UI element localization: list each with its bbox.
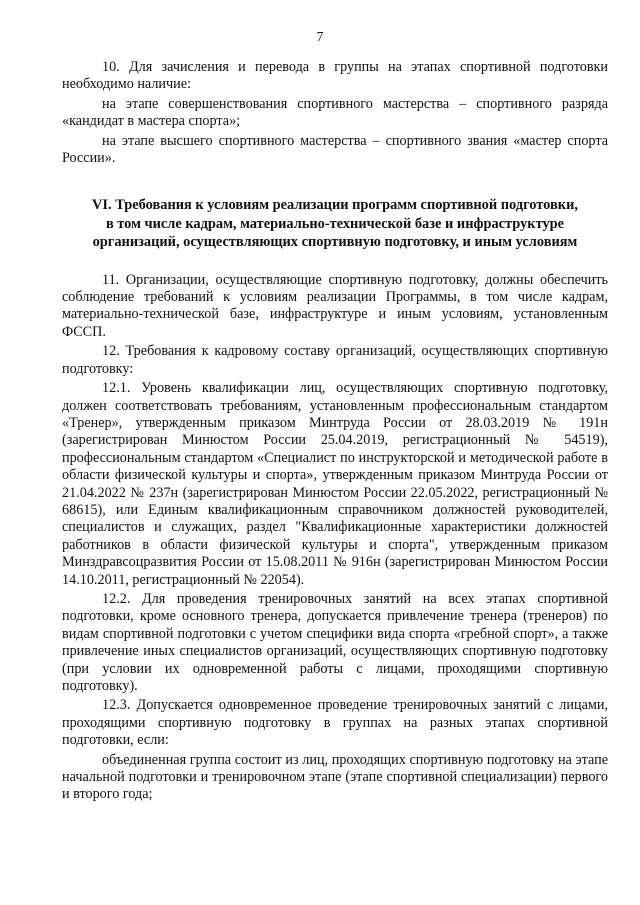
paragraph-12-3-item-1: объединенная группа состоит из лиц, проходящих спортивную подготовку на этапе начальной подготовки и тренировочном этапе (этапе спортивной специализации) первого и второго года; bbox=[62, 751, 608, 803]
section-heading-line-1: VI. Требования к условиям реализации программ спортивной подготовки, bbox=[92, 197, 578, 214]
paragraph-10: 10. Для зачисления и перевода в группы на этапах спортивной подготовки необходимо наличие: bbox=[62, 59, 608, 93]
paragraph-12: 12. Требования к кадровому составу организаций, осуществляющих спортивную подготовку: bbox=[62, 343, 608, 377]
paragraph-10-item-2: на этапе высшего спортивного мастерства – спортивного звания «мастер спорта России». bbox=[62, 132, 608, 167]
page-number: 7 bbox=[316, 30, 324, 45]
section-heading-line-2: в том числе кадрам, материально-технической базе и инфраструктуре bbox=[105, 215, 565, 232]
paragraph-10-item-1: на этапе совершенствования спортивного мастерства – спортивного разряда «кандидат в мастера спорта»; bbox=[62, 95, 608, 130]
section-heading bbox=[62, 196, 608, 251]
paragraph-12-2: 12.2. Для проведения тренировочных занятий на всех этапах спортивной подготовки, кроме основного тренера, допускается привлечение тренера (тренеров) по видам спортивной подготовки с учетом специфики вида спорта «гребной спорт», а также привлечение иных специалистов организаций, осуществляющих спортивную подготовку (при условии их одновременной работы с лицами, проходящими спортивную подготовку). bbox=[62, 590, 608, 694]
paragraph-11: 11. Организации, осуществляющие спортивную подготовку, должны обеспечить соблюдение требований к условиям реализации Программы, в том числе кадрам, материально-технической базе, инфраструктуре и иным условиям, установленным ФССП. bbox=[62, 271, 608, 340]
paragraph-12-3: 12.3. Допускается одновременное проведение тренировочных занятий с лицами, проходящими спортивную подготовку в группах на разных этапах спортивной подготовки, если: bbox=[62, 697, 608, 749]
section-heading-line-3: организаций, осуществляющих спортивную подготовку, и иным условиям bbox=[92, 234, 578, 251]
paragraph-12-1: 12.1. Уровень квалификации лиц, осуществляющих спортивную подготовку, должен соответствовать требованиям, установленным профессиональным стандартом «Тренер», утвержденным приказом Минтруда России от 28.03.2019 № 191н (зарегистрирован Минюстом России 25.04.2019, регистрационный № 54519), профессиональным стандартом «Специалист по инструкторской и методической работе в области физической культуры и спорта», утвержденным приказом Минтруда России от 21.04.2022 № 237н (зарегистрирован Минюстом России 22.05.2022, регистрационный № 68615), или Единым квалификационным справочником должностей руководителей, специалистов и служащих, раздел "Квалификационные характеристики должностей работников в области физической культуры и спорта", утвержденным приказом Минздравсоцразвития России от 15.08.2011 № 916н (зарегистрирован Минюстом России 14.10.2011, регистрационный № 22054). bbox=[62, 380, 608, 588]
document-body bbox=[62, 59, 608, 804]
